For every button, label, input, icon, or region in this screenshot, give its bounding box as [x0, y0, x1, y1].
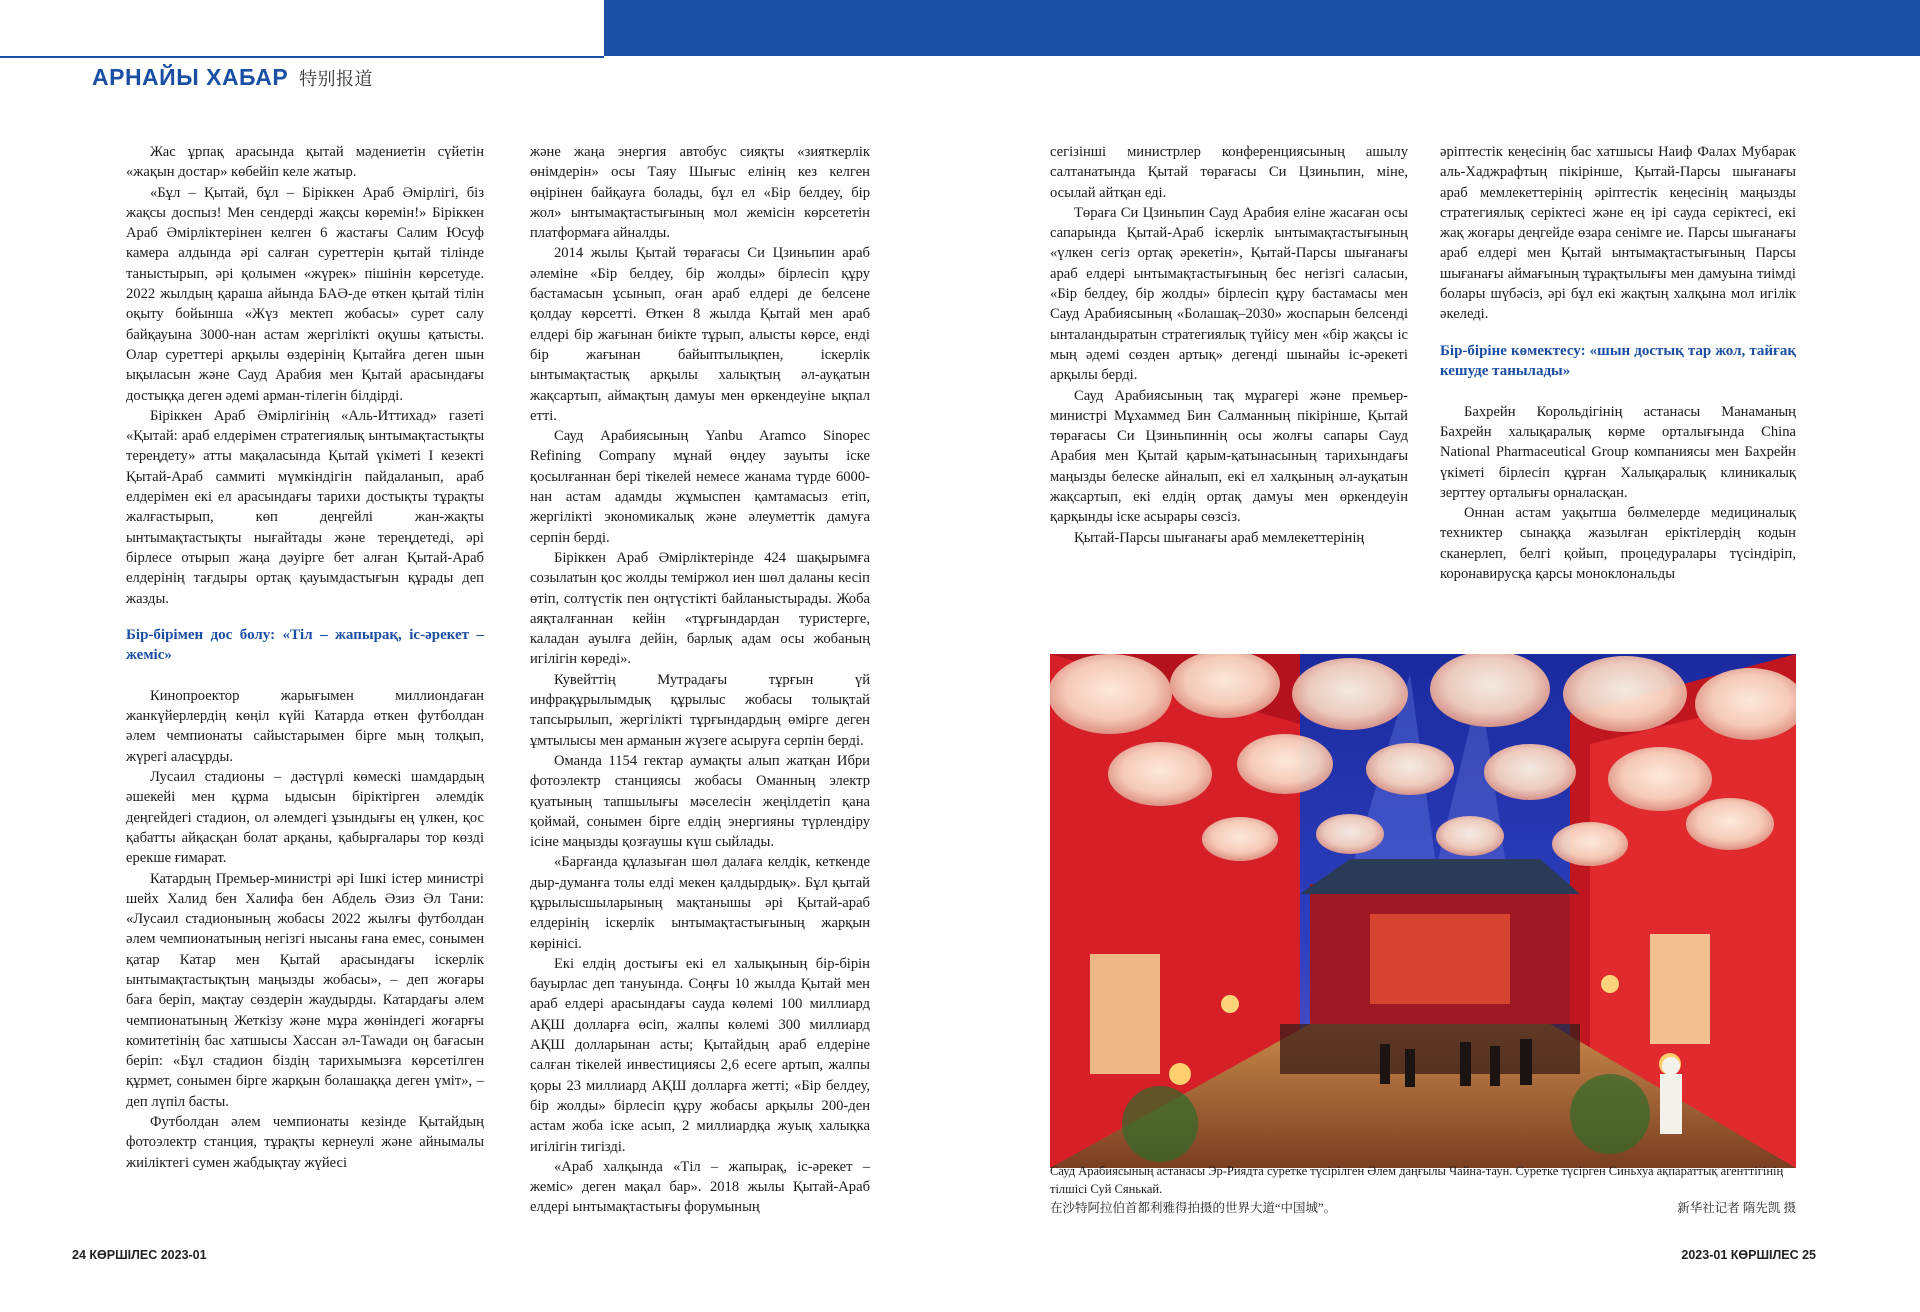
- article-column-1: [126, 142, 484, 1173]
- paragraph: Оманда 1154 гектар аумақты алып жатқан Ибри фотоэлектр станциясы жобасы Оманның электр қуатының тапшылығы мәселесін жеңілдетіп қана қоймай, сонымен бірге елдің энергияны түрлендіру ісіне маңызды қозғаушы күш сыйлады.: [530, 752, 870, 851]
- footer-right: 2023-01 КӨРШІЛЕС 25: [1681, 1248, 1816, 1262]
- section-title-text: АРНАЙЫ ХАБАР: [92, 64, 289, 90]
- paragraph: сегізінші министрлер конференциясының ашылу салтанатында Қытай төрағасы Си Цзиньпин, міне, осылай айтқан еді.: [1050, 144, 1408, 201]
- paragraph: «Барғанда құлазыған шөл далаға келдік, кеткенде дыр-думанға толы елді мекен қалдырдық». Бұл қытай құрылысшыларының мақтанышы әрі Қытай-араб елдерінің іскерлік ынтымақтастығының жарқын көрінісі.: [530, 854, 870, 952]
- header-rule: [0, 56, 604, 58]
- paragraph: Сауд Арабиясының Yanbu Aramco Sinopec Refining Company мұнай өңдеу зауыты іске қосылғаннан бері тікелей немесе жанама түрде 6000-нан астам адамды жұмыспен қамтамасыз етіп, жергілікті экономикалық және әлеуметтік дамуға серпін берді.: [530, 428, 870, 546]
- paragraph: Екі елдің достығы екі ел халықының бір-бірін бауырлас деп тануында. Соңғы 10 жылда Қытай мен араб елдері арасындағы сауда көлемі 100 миллиард АҚШ долларға өсіп, жалпы көлемі 300 миллиард АҚШ долларынан асты; Қытайдың араб елдеріне салған тікелей инвестициясы 2,6 есеге артып, жалпы қоры 23 миллиард АҚШ долларға жетті; «Бір белдеу, бір жолды» бірлесіп құру жобасы арқылы 200-ден астам жоба іске асып, 2 миллиардқа жуық халықка игілігін тигізді.: [530, 955, 870, 1155]
- photo-credit: 新华社记者 隋先凯 摄: [1677, 1201, 1796, 1215]
- subheading: Бір-біріне көмектесу: «шын достық тар жол, тайғақ кешуде танылады»: [1440, 342, 1796, 380]
- photo-illustration: [1050, 654, 1796, 1168]
- photo-caption-chinese: 在沙特阿拉伯首都利雅得拍摄的世界大道“中国城”。: [1050, 1201, 1337, 1215]
- paragraph: Төраға Си Цзиньпин Сауд Арабия еліне жасаған осы сапарында Қытай-Араб іскерлік ынтымақтастығының «үлкен сегіз ортақ әрекетін», Қытай-Парсы шығанағы араб елдері ынтымақтастығының бес негізгі саласын, «Бір белдеу, бір жолды» бірлесіп құру бастамасы мен Сауд Арабиясының «Болашақ–2030» жоспарын белсенді ынталандыратын стратегиялық түйісу мен «бір жақсы іс мың әдемі сөзден артық» дегенді шынайы іс-әрекеті арқылы берді.: [1050, 204, 1408, 384]
- paragraph: әріптестік кеңесінің бас хатшысы Наиф Фалах Мубарак аль-Хаджрафтың пікірінше, Қытай-Парсы шығанағы араб мемлекеттерінің әріптестік кеңесінің маңызды стратегиялық серіктесі және ең ірі сауда серіктесі, екі жақ жоғары деңгейде өзара сенімге ие. Парсы шығанағы араб елдері мен Қытай ынтымақтастығының Парсы шығанағы аймағының тұрақтылығы мен дамуына тиімді болары шүбәсіз, әрі бұл екі жақтың халқына мол игілік әкеледі.: [1440, 144, 1796, 323]
- article-column-4: [1440, 142, 1796, 584]
- photo-caption: Сауд Арабиясының астанасы Эр-Риядта суретке түсірілген Әлем даңғылы Чайна-таун. Суретке түсірген Синьхуа ақпараттық агенттігінің тілшісі Суй Сянькай.: [1050, 1164, 1784, 1196]
- paragraph: Біріккен Араб Әмірлігінің «Аль-Иттихад» газеті «Қытай: араб елдерімен стратегиялық ынтымақтастықты тереңдету» атты мақаласында Қытай үкіметі I кезекті Қытай-Араб саммиті мүмкіндігін пайдаланып, араб елдерімен екі ел арасындағы тарихи достықты тұрақты жалғастырып, көп деңгейлі жан-жақты ынтымақтастықты нығайтады және тереңдетеді, әрі бірлесе отырып жаңа дәуірге бет алған Қытай-Араб елдерінің тағдыры ортақ қауымдастығын құрады деп жазды.: [126, 407, 484, 607]
- paragraph: 2014 жылы Қытай төрағасы Си Цзиньпин араб әлеміне «Бір белдеу, бір жолды» бірлесіп құру бастамасын ұсынып, оған араб елдері де белсене қолдау көрсетті. Өткен 8 жылда Қытай мен араб елдері бір жағынан биікте тұрып, алысты көрсе, енді бір жағынан байыптылықпен, іскерлік ынтымақтастық арқылы халықтың әл-ауқатын жақсартып, аймақтың дамуы мен өркендеуіне ықпал етті.: [530, 245, 870, 424]
- subheading: Бір-бірімен дос болу: «Тіл – жапырақ, іс-әрекет – жеміс»: [126, 626, 484, 664]
- paragraph: Оннан астам уақытша бөлмелерде медициналық техниктер сынаққа жазылған еріктілердің кодын сканерлеп, белгі қойып, процедуралары түсіндіріп, коронавирусқа қарсы моноклональды: [1440, 505, 1796, 583]
- chinatown-photo: [1050, 654, 1796, 1168]
- paragraph: Катардың Премьер-министрі әрі Ішкі істер министрі шейх Халид бен Халифа бен Абдель Әзиз Әл Тани: «Лусаил стадионының жобасы 2022 жылғы футболдан әлем чемпионатының негізгі нысаны ғана емес, сонымен қатар Катар мен Қытай арасындағы іскерлік ынтымақтастықтың маңызды жобасы», – деп жоғары баға беріп, мақтау сөздерін жаудырды. Катардағы әлем чемпионатының Жеткізу және мұра жөніндегі жоғарғы комитетінің бас хатшысы Хассан әл-Таwади оң бағасын беріп: «Бұл стадион біздің тарихымызға көрсетілген құрмет, сонымен бірге жарқын болашаққа деген үміт», – деп лүпіл басты.: [126, 870, 484, 1110]
- paragraph: Футболдан әлем чемпионаты кезінде Қытайдың фотоэлектр станция, тұрақты кернеулі және айнымалы жиіліктегі сумен жабдықтау жүйесі: [126, 1114, 484, 1171]
- header-bar: [604, 0, 1920, 56]
- paragraph: және жаңа энергия автобус сияқты «зияткерлік өнімдерін» осы Таяу Шығыс елінің кез келген өңірінен байқауға болады, бұл ел «Бір белдеу, бір жол» ынтымақтастығының мол жемісін көрсететін платформаға айналды.: [530, 144, 870, 242]
- section-title-chinese: 特别报道: [299, 69, 374, 89]
- paragraph: Кувейттің Мутрадағы тұрғын үй инфрақұрылымдық құрылыс жобасы толықтай тапсырылып, жергілікті тұрғындардың өміргe деген ұмтылысы мен арманын жүзеге асыруға серпін берді.: [530, 671, 870, 749]
- paragraph: Бахрейн Корольдігінің астанасы Манаманың Бахрейн халықаралық көрме орталығында China National Pharmaceutical Group компаниясы мен Бахрейн үкіметі бірлесіп құрған Халықаралық клиникалық зерттеу орталығы орналасқан.: [1440, 403, 1796, 501]
- article-column-2: [530, 142, 870, 1218]
- paragraph: Біріккен Араб Әмірліктерінде 424 шақырымға созылатын қос жолды теміржол иен шөл даланы кесіп өтіп, солтүстік пен оңтүстікті байланыстырады. Жоба аяқталғаннан кейін «тұрғындардан туристерге, каладан ауылға дейін, барлық адам осы жобаның игілігін көреді».: [530, 549, 870, 668]
- section-title: [92, 64, 373, 91]
- paragraph: Сауд Арабиясының тақ мұрагері және премьер-министрі Мұхаммед Бин Салманның пікірінше, Қытай төрағасы Си Цзиньпиннің осы жолғы сапары Сауд Арабия мен Қытай қарым-қатынасының тарихындағы маңызды белеске айналып, екі ел халқының әл-ауқатын жақсартып, екі елдің ортақ дамуы мен өркендеуін қарқынды іске асырары сөзсіз.: [1050, 387, 1408, 526]
- paragraph: «Араб халқында «Тіл – жапырақ, іс-әрекет – жеміс» деген мақал бар». 2018 жылы Қытай-Араб елдері ынтымақтастығы форумының: [530, 1158, 870, 1216]
- paragraph: Кинопроектор жарығымен миллиондаған жанкүйерлердің көңіл күйі Катарда өткен футболдан әлем чемпионаты сайыстарымен бірге мың толқып, жүрегі аласұрды.: [126, 687, 484, 765]
- paragraph: Лусаил стадионы – дәстүрлі көмескі шамдардың әшекейі мен құрма ыдысын біріктірген әлемдік деңгейдегі стадион, ол әлемдегі ұзындығы ең үлкен, қос қабатты айқасқан болат арқаны, қабырғалары тор көзді ерекше ғимарат.: [126, 769, 484, 867]
- paragraph: «Бұл – Қытай, бұл – Біріккен Араб Әмірлігі, біз жақсы доспыз! Мен сендерді жақсы көремін!» Біріккен Араб Әмірліктерінен келген 6 жастағы Салим Юсуф камера алдында әрі салған суреттерін қытай тілінде таныстырып, әрі қолымен «жүрек» пішінін көрсетуде. 2022 жылдың қараша айында БАӘ-де өткен қытай тілін оқыту бойынша «Жүз мектеп жобасы» сурет салу байқауына 3000-нан астам жергілікті оқушы қатысты. Олар суреттері арқылы өздерінің Қытайға деген шын ықыласын және Сауд Арабия мен Қытай арасындағы достыққа деген әдемі арман-тілегін білдірді.: [126, 184, 484, 404]
- article-column-3: [1050, 142, 1408, 548]
- paragraph: Қытай-Парсы шығанағы араб мемлекеттерінің: [1074, 529, 1365, 546]
- paragraph: Жас ұрпақ арасында қытай мәдениетін сүйетін «жақын достар» көбейіп келе жатыр.: [126, 144, 484, 181]
- footer-left: 24 КӨРШІЛЕС 2023-01: [72, 1248, 207, 1262]
